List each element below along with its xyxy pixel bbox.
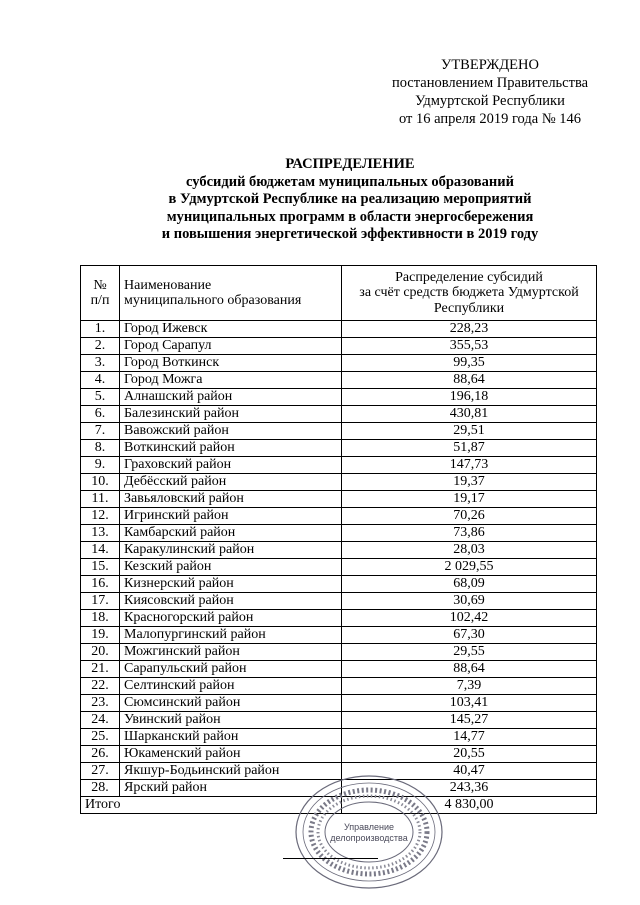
row-number: 24. <box>81 712 120 729</box>
row-value: 14,77 <box>342 729 597 746</box>
row-number: 20. <box>81 644 120 661</box>
stamp-text-line-1: Управление <box>343 822 395 832</box>
table-row <box>81 423 597 440</box>
table-row <box>81 406 597 423</box>
table-row <box>81 542 597 559</box>
row-value: 28,03 <box>342 542 597 559</box>
row-number: 23. <box>81 695 120 712</box>
table-row <box>81 627 597 644</box>
row-value: 73,86 <box>342 525 597 542</box>
row-value: 196,18 <box>342 389 597 406</box>
official-stamp <box>293 773 445 891</box>
table-row <box>81 695 597 712</box>
total-label: Итого <box>81 797 342 814</box>
total-value: 4 830,00 <box>342 797 597 814</box>
row-number: 12. <box>81 508 120 525</box>
row-name: Сюмсинский район <box>120 695 342 712</box>
row-value: 147,73 <box>342 457 597 474</box>
row-name: Дебёсский район <box>120 474 342 491</box>
row-value: 243,36 <box>342 780 597 797</box>
row-name: Камбарский район <box>120 525 342 542</box>
header-value-line-3: Республики <box>433 300 505 316</box>
row-name: Каракулинский район <box>120 542 342 559</box>
header-name <box>120 266 342 321</box>
table-row <box>81 457 597 474</box>
row-value: 145,27 <box>342 712 597 729</box>
table-row <box>81 372 597 389</box>
row-name: Воткинский район <box>120 440 342 457</box>
row-number: 13. <box>81 525 120 542</box>
row-value: 430,81 <box>342 406 597 423</box>
row-value: 51,87 <box>342 440 597 457</box>
header-num-line-1: № <box>93 277 107 293</box>
header-value-line-2: за счёт средств бюджета Удмуртской <box>359 285 579 301</box>
table-row <box>81 338 597 355</box>
row-name: Можгинский район <box>120 644 342 661</box>
row-name: Сарапульский район <box>120 661 342 678</box>
row-name: Вавожский район <box>120 423 342 440</box>
row-name: Кезский район <box>120 559 342 576</box>
title-line-3: в Удмуртской Республике на реализацию мероприятий <box>168 191 532 208</box>
header-name-line-1: Наименование <box>124 277 212 293</box>
table-row <box>81 559 597 576</box>
row-name: Город Воткинск <box>120 355 342 372</box>
row-number: 7. <box>81 423 120 440</box>
approval-line-1: УТВЕРЖДЕНО <box>441 57 539 73</box>
row-value: 68,09 <box>342 576 597 593</box>
row-number: 5. <box>81 389 120 406</box>
header-value-line-1: Распределение субсидий <box>395 269 543 285</box>
row-value: 88,64 <box>342 661 597 678</box>
row-name: Селтинский район <box>120 678 342 695</box>
row-number: 2. <box>81 338 120 355</box>
row-value: 7,39 <box>342 678 597 695</box>
row-value: 228,23 <box>342 321 597 338</box>
table-row <box>81 712 597 729</box>
row-name: Граховский район <box>120 457 342 474</box>
row-value: 20,55 <box>342 746 597 763</box>
row-number: 8. <box>81 440 120 457</box>
header-value <box>342 266 597 321</box>
table-row <box>81 321 597 338</box>
row-number: 4. <box>81 372 120 389</box>
row-name: Шарканский район <box>120 729 342 746</box>
title-line-2: субсидий бюджетам муниципальных образований <box>186 173 514 190</box>
distribution-table <box>80 265 597 814</box>
row-name: Увинский район <box>120 712 342 729</box>
approval-line-2: постановлением Правительства <box>391 75 589 91</box>
stamp-text-line-2: делопроизводства <box>330 833 408 843</box>
row-name: Город Можга <box>120 372 342 389</box>
row-value: 88,64 <box>342 372 597 389</box>
row-name: Кизнерский район <box>120 576 342 593</box>
row-name: Красногорский район <box>120 610 342 627</box>
title-line-4: муниципальных программ в области энергосбережения <box>166 208 534 225</box>
row-name: Завьяловский район <box>120 491 342 508</box>
table-header-row <box>81 266 597 321</box>
table-row <box>81 576 597 593</box>
row-value: 29,55 <box>342 644 597 661</box>
row-value: 2 029,55 <box>342 559 597 576</box>
row-name: Киясовский район <box>120 593 342 610</box>
signature-line <box>283 858 378 859</box>
row-value: 102,42 <box>342 610 597 627</box>
row-number: 18. <box>81 610 120 627</box>
row-number: 16. <box>81 576 120 593</box>
table-row <box>81 661 597 678</box>
row-value: 19,37 <box>342 474 597 491</box>
approval-line-3: Удмуртской Республики <box>415 93 565 109</box>
row-value: 29,51 <box>342 423 597 440</box>
row-number: 19. <box>81 627 120 644</box>
table-row <box>81 440 597 457</box>
row-value: 40,47 <box>342 763 597 780</box>
row-value: 67,30 <box>342 627 597 644</box>
title-line-5: и повышения энергетической эффективности в 2019 году <box>161 226 539 243</box>
table-row <box>81 474 597 491</box>
row-name: Балезинский район <box>120 406 342 423</box>
row-number: 9. <box>81 457 120 474</box>
row-name: Юкаменский район <box>120 746 342 763</box>
row-number: 25. <box>81 729 120 746</box>
row-name: Ярский район <box>120 780 342 797</box>
row-value: 19,17 <box>342 491 597 508</box>
row-name: Якшур-Бодьинский район <box>120 763 342 780</box>
row-name: Игринский район <box>120 508 342 525</box>
table-row <box>81 389 597 406</box>
table-row <box>81 678 597 695</box>
approval-block <box>360 56 620 128</box>
row-number: 22. <box>81 678 120 695</box>
row-name: Малопургинский район <box>120 627 342 644</box>
table-row <box>81 644 597 661</box>
table-row <box>81 525 597 542</box>
row-number: 28. <box>81 780 120 797</box>
header-num-line-2: п/п <box>90 293 110 308</box>
table-row <box>81 491 597 508</box>
row-number: 14. <box>81 542 120 559</box>
table-row <box>81 746 597 763</box>
row-number: 17. <box>81 593 120 610</box>
document-title <box>70 156 630 244</box>
table-row <box>81 610 597 627</box>
row-name: Город Сарапул <box>120 338 342 355</box>
row-value: 99,35 <box>342 355 597 372</box>
row-number: 11. <box>81 491 120 508</box>
row-name: Алнашский район <box>120 389 342 406</box>
title-line-1: РАСПРЕДЕЛЕНИЕ <box>285 156 415 172</box>
header-num <box>81 266 120 321</box>
row-value: 103,41 <box>342 695 597 712</box>
row-number: 1. <box>81 321 120 338</box>
table-row <box>81 508 597 525</box>
row-value: 355,53 <box>342 338 597 355</box>
table-row <box>81 355 597 372</box>
row-number: 6. <box>81 406 120 423</box>
row-number: 26. <box>81 746 120 763</box>
row-value: 70,26 <box>342 508 597 525</box>
approval-line-4: от 16 апреля 2019 года № 146 <box>398 111 582 127</box>
row-name: Город Ижевск <box>120 321 342 338</box>
table-row <box>81 593 597 610</box>
row-number: 15. <box>81 559 120 576</box>
row-number: 21. <box>81 661 120 678</box>
header-name-line-2: муниципального образования <box>124 293 302 308</box>
row-value: 30,69 <box>342 593 597 610</box>
row-number: 10. <box>81 474 120 491</box>
row-number: 3. <box>81 355 120 372</box>
table-row <box>81 729 597 746</box>
row-number: 27. <box>81 763 120 780</box>
